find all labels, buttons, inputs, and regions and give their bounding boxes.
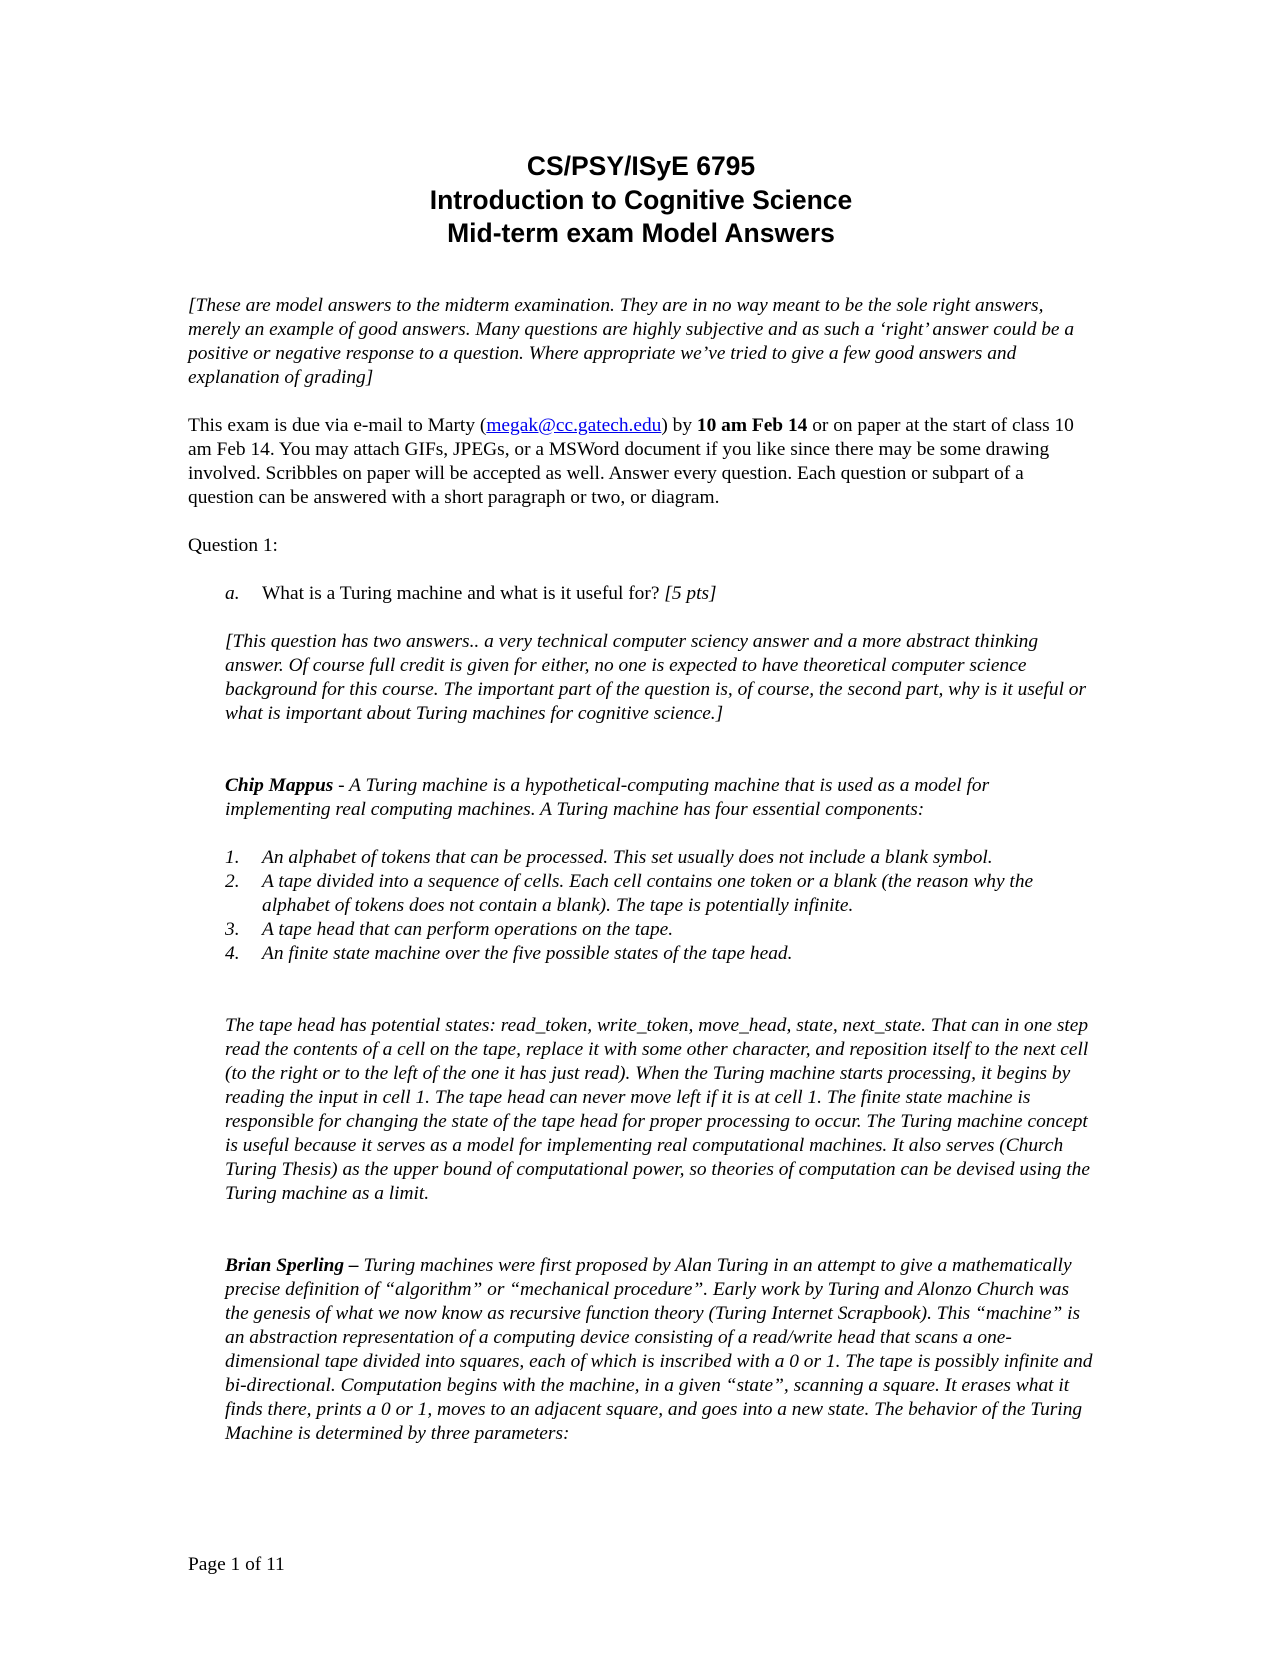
due-text-2: ) by [661,414,697,436]
answer-1-intro: - A Turing machine is a hypothetical-computing machine that is used as a model for implementing real computing machines. A Turing machine has four essential components: [225,774,990,820]
answer-1-author: Chip Mappus [225,774,334,796]
list-item [225,918,1094,942]
list-item-text: A tape divided into a sequence of cells. Each cell contains one token or a blank (the reason why the alphabet of tokens does not contain a blank). The tape is potentially infinite. [262,870,1034,916]
due-deadline: 10 am Feb 14 [696,414,808,436]
question-1-note: [This question has two answers.. a very technical computer sciency answer and a more abstract thinking answer. Of course full credit is given for either, no one is expected to have theoretical computer science background for this course. The important part of the question is, of course, the second part, why is it useful or what is important about Turing machines for cognitive science.] [225,630,1087,724]
intro-note: [These are model answers to the midterm examination. They are in no way meant to be the sole right answers, merely an example of good answers. Many questions are highly subjective and as such a ‘right’ answer could be a positive or negative response to a question. Where appropriate we’ve tried to give a few good answers and explanation of grading] [188,294,1075,388]
question-1a [225,582,1094,606]
answer-1-paragraph: The tape head has potential states: read_token, write_token, move_head, state, next_state. That can in one step read the contents of a cell on the tape, replace it with some other character, and reposition itself to the next cell (to the right or to the left of the one it has just read). When the Turing machine starts processing, it begins by reading the input in cell 1. The tape head can never move left if it is at cell 1. The finite state machine is responsible for changing the state of the tape head for proper processing to occur. The Turing machine concept is useful because it serves as a model for implementing real computational machines. It also serves (Church Turing Thesis) as the upper bound of computational power, so theories of computation can be devised using the Turing machine as a limit. [225,1014,1090,1204]
document-title [188,150,1094,251]
list-item [225,870,1094,918]
list-item-text: A tape head that can perform operations on the tape. [262,918,674,940]
list-item-text: An finite state machine over the five possible states of the tape head. [262,942,793,964]
question-1a-points: [5 pts] [664,582,717,604]
list-item-text: An alphabet of tokens that can be processed. This set usually does not include a blank symbol. [262,846,993,868]
page-footer: Page 1 of 11 [188,1554,285,1575]
turing-components-list [225,846,1094,966]
list-item [225,942,1094,966]
answer-continuation [225,1014,1094,1446]
question-1a-content [262,582,717,606]
course-name: Introduction to Cognitive Science [429,184,853,215]
page-content [188,150,1094,1470]
answer-2-text: Turing machines were first proposed by Alan Turing in an attempt to give a mathematically precise definition of “algorithm” or “mechanical procedure”. Early work by Turing and Alonzo Church was the genesis of what we now know as recursive function theory (Turing Internet Scrapbook). This “machine” is an abstraction representation of a computing device consisting of a read/write head that scans a one-dimensional tape divided into squares, each of which is inscribed with a 0 or 1. The tape is possibly infinite and bi-directional. Computation begins with the machine, in a given “state”, scanning a square. It erases what it finds there, prints a 0 or 1, moves to an adjacent square, and goes into a new state. The behavior of the Turing Machine is determined by three parameters: [225,1254,1093,1444]
question-1a-text: What is a Turing machine and what is it useful for? [262,582,665,604]
due-text-3: or on paper at the start of class 10 am Feb 14. You may attach GIFs, JPEGs, or a MSWord document if you like since there may be some drawing involved. Scribbles on paper will be accepted as well. Answer every question. Each question or subpart of a question can be answered with a short paragraph or two, or diagram. [188,414,1074,508]
list-item-number: 1. [225,846,240,868]
due-text-1: This exam is due via e-mail to Marty ( [188,414,487,436]
question-1-body [225,582,1094,822]
due-paragraph [188,414,1094,510]
email-link[interactable]: megak@cc.gatech.edu [486,414,662,436]
exam-title: Mid-term exam Model Answers [447,218,835,248]
course-code: CS/PSY/ISyE 6795 [526,151,756,181]
question-1-heading: Question 1: [188,534,278,556]
list-item-number: 2. [225,870,240,892]
question-1a-marker: a. [225,582,240,604]
answer-chip-mappus [225,774,1094,822]
answer-2-author: Brian Sperling – [225,1254,359,1276]
list-item-number: 4. [225,942,240,964]
list-item [225,846,1094,870]
answer-brian-sperling [225,1254,1094,1446]
list-item-number: 3. [225,918,240,940]
